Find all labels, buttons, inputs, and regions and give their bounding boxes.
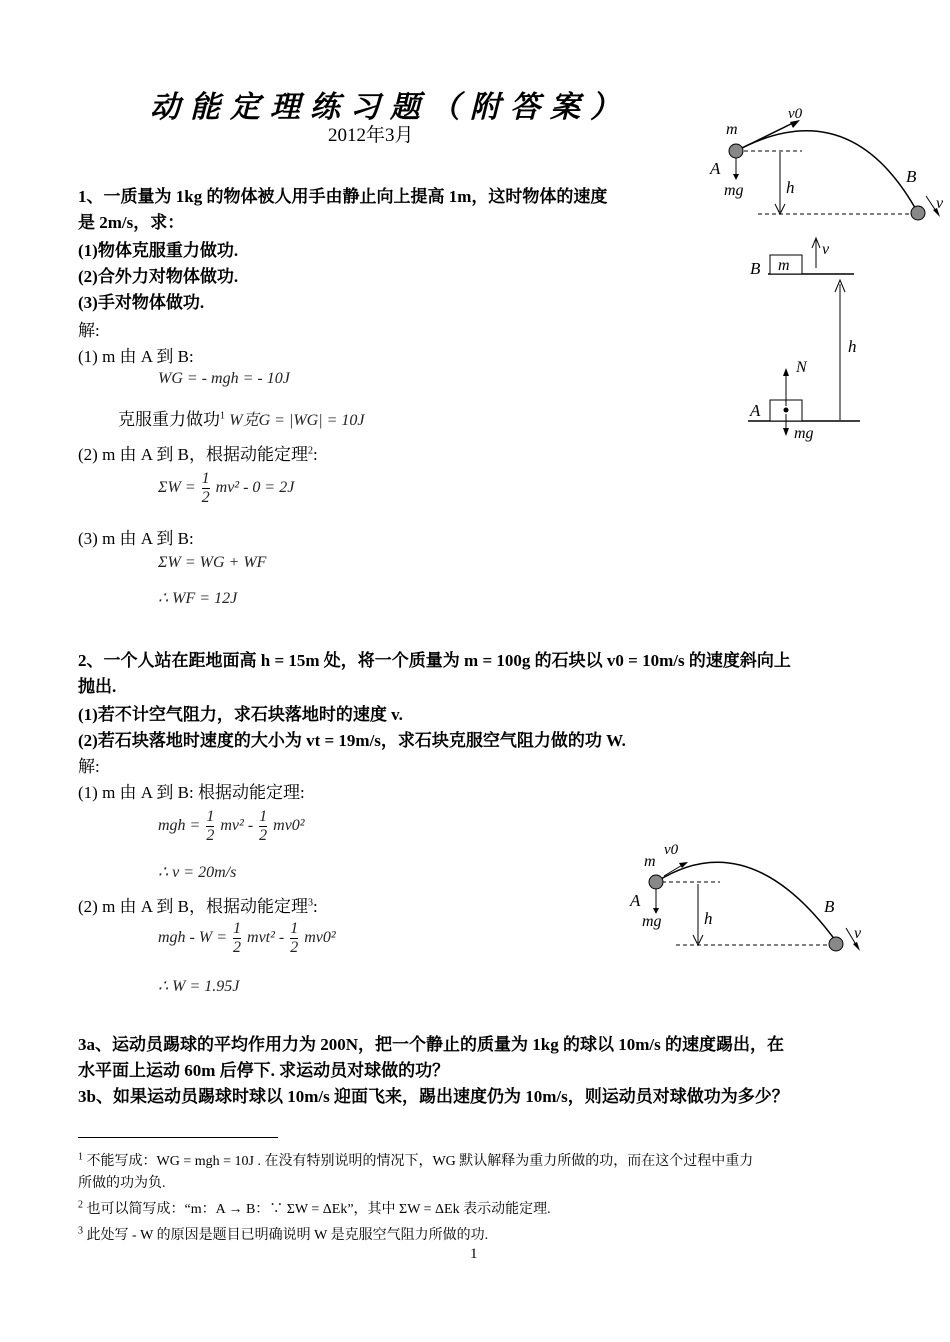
q1-step3: (3) m 由 A 到 B: [78, 529, 194, 548]
projectile-figure-1 [700, 100, 950, 230]
q2-part1: (1)若不计空气阻力，求石块落地时的速度 v. [78, 705, 403, 724]
q2-solve: 解: [78, 757, 100, 776]
q2-eq2: ∴ v = 20m/s [158, 864, 237, 881]
frac-num: 1 [259, 808, 268, 825]
q1-eq1: WG = - mgh = - 10J [158, 370, 290, 387]
fig2-v: v [822, 241, 830, 258]
q2-step2: (2) m 由 A 到 B，根据动能定理 [78, 897, 308, 916]
q1-step2-row: (2) m 由 A 到 B，根据动能定理$^2$: [78, 445, 318, 464]
q1-eq4: ΣW = WG + WF [158, 554, 267, 571]
fraction-half [233, 920, 241, 957]
q2-step2-row: (2) m 由 A 到 B，根据动能定理$^3$: [78, 897, 318, 916]
fig3-B: B [824, 897, 835, 916]
q2-eq1-mid: mv² - [220, 817, 254, 835]
fraction-half [290, 920, 298, 957]
footnote-2: $^2$ 也可以简写成：“m：A → B：∵ ΣW = ΔEk”，其中 ΣW = ΔEk 表示动能定理. [78, 1199, 551, 1217]
page-number: 1 [470, 1246, 478, 1262]
fraction-half [206, 808, 214, 845]
fig1-h: h [786, 178, 795, 197]
q2-eq1-left: mgh = [158, 817, 201, 835]
frac-num: 1 [201, 470, 210, 487]
footnote-divider [78, 1137, 278, 1138]
q3a-line1: 3a、运动员踢球的平均作用力为 200N，把一个静止的质量为 1kg 的球以 10m/s 的速度踢出，在 [78, 1035, 784, 1054]
q1-eq2-label: 克服重力做功 [118, 410, 220, 429]
fig1-mg: mg [724, 182, 744, 199]
q1-part1: (1)物体克服重力做功. [78, 241, 239, 260]
q1-line1: 1、一质量为 1kg 的物体被人用手由静止向上提高 1m，这时物体的速度 [78, 187, 608, 206]
q1-eq5: ∴ WF = 12J [158, 590, 238, 607]
footnote-2-text: 也可以简写成：“m：A → B：∵ ΣW = ΔEk”，其中 ΣW = ΔEk 表示动能定理. [86, 1202, 551, 1217]
footnote-1-text: 不能写成：WG = mgh = 10J . 在没有特别说明的情况下，WG 默认解释为重力所做的功，而在这个过程中重力 [86, 1154, 754, 1169]
q1-part3: (3)手对物体做功. [78, 293, 205, 312]
fig1-A: A [710, 159, 721, 178]
q2-step1: (1) m 由 A 到 B: 根据动能定理: [78, 783, 305, 802]
fig2-mg: mg [794, 425, 814, 442]
fig2-m: m [778, 257, 790, 274]
date: 2012年3月 [328, 125, 414, 146]
q1-eq3-left: ΣW = [158, 479, 196, 497]
fig3-m: m [644, 853, 656, 870]
q1-eq3-right: mv² - 0 = 2J [215, 479, 295, 497]
fig2-N: N [796, 359, 807, 376]
q3b-line1: 3b、如果运动员踢球时球以 10m/s 迎面飞来，踢出速度仍为 10m/s，则运动员对球做功为多少？ [78, 1087, 789, 1106]
q1-step1: (1) m 由 A 到 B: [78, 347, 194, 366]
footnote-3: $^3$ 此处写 - W 的原因是题目已明确说明 W 是克服空气阻力所做的功. [78, 1225, 489, 1243]
q2-eq3-left: mgh - W = [158, 929, 228, 947]
q2-eq1 [158, 808, 305, 845]
fig3-A: A [630, 891, 641, 910]
q1-part2: (2)合外力对物体做功. [78, 267, 239, 286]
q1-solve: 解: [78, 321, 100, 340]
footnote-3-text: 此处写 - W 的原因是题目已明确说明 W 是克服空气阻力所做的功. [86, 1228, 489, 1243]
fig2-A: A [750, 401, 761, 420]
projectile-figure-2 [620, 832, 870, 962]
fig2-h: h [848, 337, 857, 356]
fig1-v: v [936, 195, 944, 212]
fraction-half [202, 470, 210, 507]
frac-num: 1 [233, 920, 242, 937]
lifting-figure [740, 228, 870, 448]
fig3-mg: mg [642, 913, 662, 930]
frac-num: 1 [290, 920, 299, 937]
footnote-1: $^1$ 不能写成：WG = mgh = 10J . 在没有特别说明的情况下，WG 默认解释为重力所做的功，而在这个过程中重力 [78, 1151, 754, 1169]
fig2-B: B [750, 259, 761, 278]
q2-eq3-mid: mvt² - [247, 929, 285, 947]
fraction-half [259, 808, 267, 845]
fig3-v: v [854, 925, 862, 942]
q2-eq3-right: mv0² [304, 929, 336, 947]
page-title: 动能定理练习题（附答案） [150, 91, 630, 124]
fig1-B: B [906, 167, 917, 186]
frac-den: 2 [233, 939, 242, 956]
fig1-m: m [726, 121, 738, 138]
q1-eq2: W克G = |WG| = 10J [229, 412, 365, 429]
fig3-h: h [704, 909, 713, 928]
q2-line2: 抛出. [78, 677, 117, 696]
frac-num: 1 [206, 808, 215, 825]
frac-den: 2 [259, 827, 268, 844]
fig1-v0: v0 [788, 106, 803, 122]
q2-line1: 2、一个人站在距地面高 h = 15m 处，将一个质量为 m = 100g 的石块以 v0 = 10m/s 的速度斜向上 [78, 651, 791, 670]
q3a-line2: 水平面上运动 60m 后停下. 求运动员对球做的功？ [78, 1061, 450, 1080]
footnote-1-cont: 所做的功为负. [78, 1176, 166, 1191]
frac-den: 2 [206, 827, 215, 844]
q2-eq3 [158, 920, 336, 957]
q1-eq3 [158, 470, 294, 507]
frac-den: 2 [201, 489, 210, 506]
q2-eq4: ∴ W = 1.95J [158, 978, 240, 995]
fig3-v0: v0 [664, 842, 679, 858]
q1-eq2-row: 克服重力做功$^1$ W克G = |WG| = 10J [118, 410, 365, 429]
frac-den: 2 [290, 939, 299, 956]
q2-part2: (2)若石块落地时速度的大小为 vt = 19m/s，求石块克服空气阻力做的功 W. [78, 731, 626, 750]
q1-line2: 是 2m/s，求： [78, 213, 185, 232]
q2-eq1-right: mv0² [273, 817, 305, 835]
q1-step2: (2) m 由 A 到 B，根据动能定理 [78, 445, 308, 464]
